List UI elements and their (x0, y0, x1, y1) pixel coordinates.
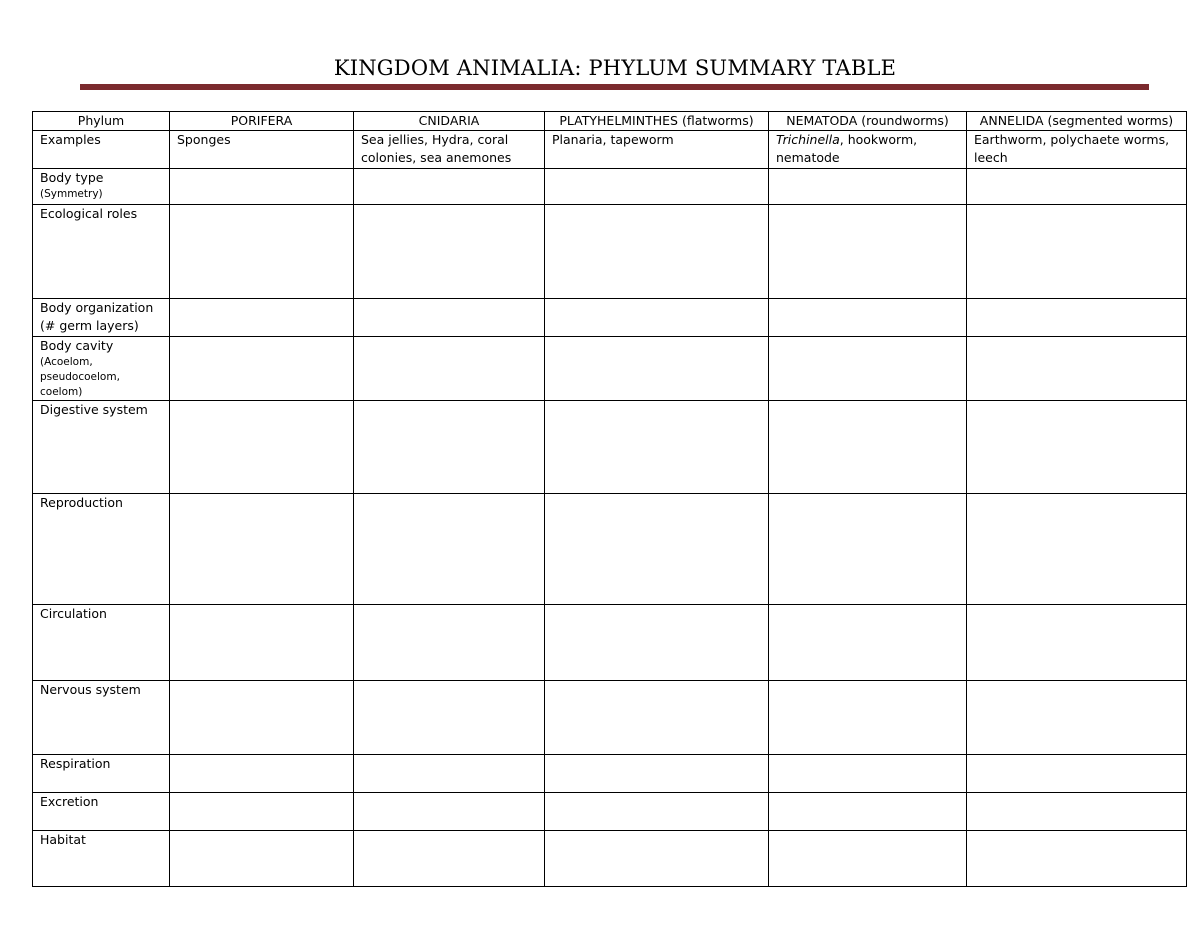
row-label: Ecological roles (40, 206, 138, 221)
answer-cell-platyhelminthes[interactable] (545, 681, 769, 755)
answer-cell-porifera[interactable] (170, 793, 354, 831)
row-label-cell (33, 494, 170, 605)
answer-cell-annelida[interactable] (967, 681, 1187, 755)
examples-platyhelminthes: Planaria, tapeworm (545, 131, 769, 169)
answer-cell-nematoda[interactable] (769, 831, 967, 887)
row-label-cell (33, 605, 170, 681)
row-label: Body cavity (40, 338, 114, 353)
row-label: Reproduction (40, 495, 123, 510)
row-sublabel: (# germ layers) (40, 318, 139, 333)
title-divider (80, 84, 1149, 90)
examples-annelida: Earthworm, polychaete worms, leech (967, 131, 1187, 169)
table-row (33, 755, 1187, 793)
answer-cell-annelida[interactable] (967, 605, 1187, 681)
answer-cell-platyhelminthes[interactable] (545, 337, 769, 401)
answer-cell-porifera[interactable] (170, 299, 354, 337)
table-row (33, 401, 1187, 494)
row-label-cell (33, 401, 170, 494)
answer-cell-cnidaria[interactable] (354, 299, 545, 337)
answer-cell-platyhelminthes[interactable] (545, 755, 769, 793)
header-platyhelminthes: PLATYHELMINTHES (flatworms) (545, 112, 769, 131)
answer-cell-cnidaria[interactable] (354, 494, 545, 605)
answer-cell-cnidaria[interactable] (354, 793, 545, 831)
answer-cell-platyhelminthes[interactable] (545, 401, 769, 494)
examples-nematoda-rest: , hookworm, nematode (776, 132, 918, 165)
row-label: Nervous system (40, 682, 141, 697)
table-row (33, 681, 1187, 755)
examples-cnidaria: Sea jellies, Hydra, coral colonies, sea anemones (354, 131, 545, 169)
answer-cell-nematoda[interactable] (769, 605, 967, 681)
answer-cell-annelida[interactable] (967, 205, 1187, 299)
answer-cell-platyhelminthes[interactable] (545, 831, 769, 887)
answer-cell-cnidaria[interactable] (354, 337, 545, 401)
header-porifera: PORIFERA (170, 112, 354, 131)
row-label-cell (33, 299, 170, 337)
row-label: Excretion (40, 794, 99, 809)
answer-cell-porifera[interactable] (170, 337, 354, 401)
table-row (33, 169, 1187, 205)
table-row (33, 205, 1187, 299)
answer-cell-nematoda[interactable] (769, 205, 967, 299)
table-row (33, 299, 1187, 337)
table-row (33, 494, 1187, 605)
answer-cell-nematoda[interactable] (769, 401, 967, 494)
answer-cell-nematoda[interactable] (769, 494, 967, 605)
answer-cell-porifera[interactable] (170, 401, 354, 494)
row-label: Habitat (40, 832, 86, 847)
header-nematoda: NEMATODA (roundworms) (769, 112, 967, 131)
answer-cell-annelida[interactable] (967, 169, 1187, 205)
answer-cell-annelida[interactable] (967, 793, 1187, 831)
row-label: Body type (40, 170, 104, 185)
answer-cell-porifera[interactable] (170, 755, 354, 793)
examples-row (33, 131, 1187, 169)
header-cnidaria: CNIDARIA (354, 112, 545, 131)
row-label: Body organization (40, 300, 154, 315)
table-row (33, 793, 1187, 831)
answer-cell-cnidaria[interactable] (354, 205, 545, 299)
examples-label: Examples (33, 131, 170, 169)
table-header-row (33, 112, 1187, 131)
answer-cell-nematoda[interactable] (769, 681, 967, 755)
row-label-cell (33, 169, 170, 205)
phylum-summary-table (32, 111, 1187, 887)
row-label: Respiration (40, 756, 111, 771)
answer-cell-platyhelminthes[interactable] (545, 299, 769, 337)
answer-cell-platyhelminthes[interactable] (545, 605, 769, 681)
answer-cell-annelida[interactable] (967, 401, 1187, 494)
row-label: Circulation (40, 606, 107, 621)
answer-cell-platyhelminthes[interactable] (545, 169, 769, 205)
row-label-cell (33, 831, 170, 887)
row-sublabel: (Acoelom, pseudocoelom, coelom) (40, 356, 120, 398)
answer-cell-nematoda[interactable] (769, 337, 967, 401)
row-label-cell (33, 337, 170, 401)
answer-cell-porifera[interactable] (170, 205, 354, 299)
answer-cell-platyhelminthes[interactable] (545, 205, 769, 299)
row-label: Digestive system (40, 402, 148, 417)
examples-nematoda (769, 131, 967, 169)
answer-cell-nematoda[interactable] (769, 755, 967, 793)
header-phylum: Phylum (33, 112, 170, 131)
answer-cell-annelida[interactable] (967, 299, 1187, 337)
table-row (33, 337, 1187, 401)
answer-cell-annelida[interactable] (967, 494, 1187, 605)
table-row (33, 605, 1187, 681)
answer-cell-platyhelminthes[interactable] (545, 793, 769, 831)
row-label-cell (33, 793, 170, 831)
answer-cell-cnidaria[interactable] (354, 831, 545, 887)
answer-cell-porifera[interactable] (170, 494, 354, 605)
answer-cell-nematoda[interactable] (769, 169, 967, 205)
examples-porifera: Sponges (170, 131, 354, 169)
answer-cell-cnidaria[interactable] (354, 681, 545, 755)
answer-cell-annelida[interactable] (967, 337, 1187, 401)
answer-cell-platyhelminthes[interactable] (545, 494, 769, 605)
row-label-cell (33, 755, 170, 793)
answer-cell-cnidaria[interactable] (354, 605, 545, 681)
examples-nematoda-species: Trichinella (776, 132, 840, 147)
answer-cell-nematoda[interactable] (769, 793, 967, 831)
answer-cell-cnidaria[interactable] (354, 755, 545, 793)
page-title: KINGDOM ANIMALIA: PHYLUM SUMMARY TABLE (333, 56, 897, 80)
table-row (33, 831, 1187, 887)
answer-cell-annelida[interactable] (967, 755, 1187, 793)
answer-cell-cnidaria[interactable] (354, 401, 545, 494)
answer-cell-porifera[interactable] (170, 605, 354, 681)
answer-cell-porifera[interactable] (170, 169, 354, 205)
row-sublabel: (Symmetry) (40, 188, 103, 200)
answer-cell-porifera[interactable] (170, 681, 354, 755)
row-label-cell (33, 681, 170, 755)
answer-cell-annelida[interactable] (967, 831, 1187, 887)
answer-cell-cnidaria[interactable] (354, 169, 545, 205)
answer-cell-nematoda[interactable] (769, 299, 967, 337)
answer-cell-porifera[interactable] (170, 831, 354, 887)
row-label-cell (33, 205, 170, 299)
header-annelida: ANNELIDA (segmented worms) (967, 112, 1187, 131)
